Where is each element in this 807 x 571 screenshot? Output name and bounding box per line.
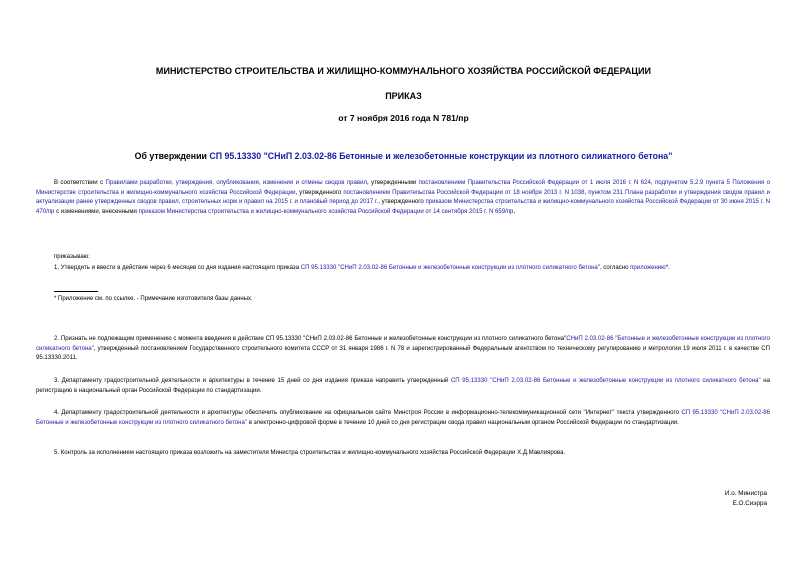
- document-type: ПРИКАЗ: [385, 91, 422, 101]
- title-prefix: Об утверждении: [134, 151, 210, 161]
- item-text: , согласно: [599, 265, 631, 271]
- item-3: [36, 377, 770, 396]
- item-text: 2. Признать не подлежащим применению с момента введения в действие СП 95.13330 "СНиП 2.03.02-86 Бетонные и железобетонные конструкции из плотного силикатного бетона": [54, 336, 567, 342]
- item-4: [36, 409, 770, 428]
- item-text: *.: [665, 265, 670, 271]
- sp-link[interactable]: СП 95.13330 "СНиП 2.03.02-86 Бетонные и железобетонные конструкции из плотного силикатного бетона": [450, 378, 761, 384]
- signatory-position: И.о. Министра: [724, 490, 767, 497]
- preamble-text: , утвержденными: [367, 180, 419, 186]
- preamble-text: , утвержденного: [295, 189, 344, 196]
- snip-link[interactable]: СНиП 2.03.02-86 "Бетонные и железобетонные конструкции из плотного силикатного бетона": [36, 336, 770, 352]
- signatory-name: Е.О.Сиэрра: [732, 500, 767, 507]
- sp-link[interactable]: СП 95.13330 "СНиП 2.03.02-86 Бетонные и железобетонные конструкции из плотного силикатного бетона": [300, 265, 600, 271]
- order-word: приказываю:: [54, 254, 90, 260]
- preamble-text: ,: [650, 180, 655, 186]
- preamble-paragraph: [36, 179, 770, 217]
- item-5: 5. Контроль за исполнением настоящего приказа возложить на заместителя Министра строительства и жилищно-коммунального хозяйства Российской Федерации Х.Д.Мавлиярова.: [54, 450, 566, 456]
- regulation-clause-link[interactable]: подпунктом 5.2.9 пункта 5 Положения о Министерстве строительства и жилищно-коммунального хозяйства Российской Федерации: [36, 180, 771, 196]
- signature-block: [725, 489, 767, 509]
- preamble-text: , утвержденного: [378, 199, 426, 206]
- item-text: , утвержденный постановлением Государственного строительного комитета СССР от 31 января 1986 г. N 78 и зарегистрированный Федеральным агентством по техническому регулированию и метрологии 19 июля 2011 г. в качестве СП 95.13330.2011.: [36, 345, 770, 362]
- document-title: [30, 151, 777, 161]
- item-text: 3. Департаменту градостроительной деятельности и архитектуры в течение 15 дней со дня издания приказа направить утвержденный: [54, 378, 451, 384]
- item-text: в электронно-цифровой форме в течение 10 дней со дня регистрации свода правил национальным органом Российской Федерации по стандартизации.: [247, 419, 679, 426]
- preamble-text: В соответствии с: [54, 180, 106, 186]
- preamble-text: ,: [513, 208, 516, 215]
- item-2: [36, 335, 770, 364]
- title-link[interactable]: СП 95.13330 "СНиП 2.03.02-86 Бетонные и железобетонные конструкции из плотного силикатного бетона": [209, 151, 673, 161]
- preamble-text: с изменениями, внесенными: [54, 208, 139, 215]
- item-1: [36, 264, 770, 274]
- footnote: * Приложение см. по ссылке. - Примечание изготовителя базы данных.: [54, 296, 253, 302]
- sp-link[interactable]: СП 95.13330 "СНиП 2.03.02-86 Бетонные и железобетонные конструкции из плотного силикатного бетона": [36, 410, 770, 426]
- rules-link[interactable]: Правилами разработки, утверждения, опубликования, изменения и отмены сводов правил: [105, 180, 368, 186]
- government-decree-1038-link[interactable]: постановлением Правительства Российской Федерации от 18 ноября 2013 г. N 1038: [343, 189, 585, 196]
- order-659-link[interactable]: приказом Министерства строительства и жилищно-коммунального хозяйства Российской Федерации от 14 сентября 2015 г. N 659/пр: [138, 208, 514, 215]
- plan-clause-link[interactable]: пунктом 231 Плана разработки и утверждения сводов правил и актуализации ранее утвержденных сводов правил, строительных норм и правил на 2015 г. и плановый период до 2017 г.: [36, 189, 770, 206]
- footnote-divider: [54, 291, 98, 292]
- document-date-number: от 7 ноября 2016 года N 781/пр: [338, 113, 469, 123]
- government-decree-624-link[interactable]: постановлением Правительства Российской Федерации от 1 июля 2016 г. N 624: [418, 180, 651, 186]
- ministry-heading: МИНИСТЕРСТВО СТРОИТЕЛЬСТВА И ЖИЛИЩНО-КОММУНАЛЬНОГО ХОЗЯЙСТВА РОССИЙСКОЙ ФЕДЕРАЦИИ: [155, 66, 652, 76]
- preamble-text: ,: [584, 189, 589, 196]
- item-text: 4. Департаменту градостроительной деятельности и архитектуры обеспечить опубликование на официальном сайте Минстроя России в информационно-телекоммуникационной сети "Интернет" текста утвержденного: [54, 410, 682, 416]
- item-text: 1. Утвердить и ввести в действие через 6 месяцев со дня издания настоящего приказа: [54, 265, 301, 271]
- order-470-link[interactable]: приказом Министерства строительства и жилищно-коммунального хозяйства Российской Федерации от 30 июня 2015 г. N 470/пр: [36, 199, 771, 215]
- appendix-link[interactable]: приложению: [630, 265, 666, 271]
- item-text: на регистрацию в национальный орган Российской Федерации по стандартизации.: [36, 378, 770, 394]
